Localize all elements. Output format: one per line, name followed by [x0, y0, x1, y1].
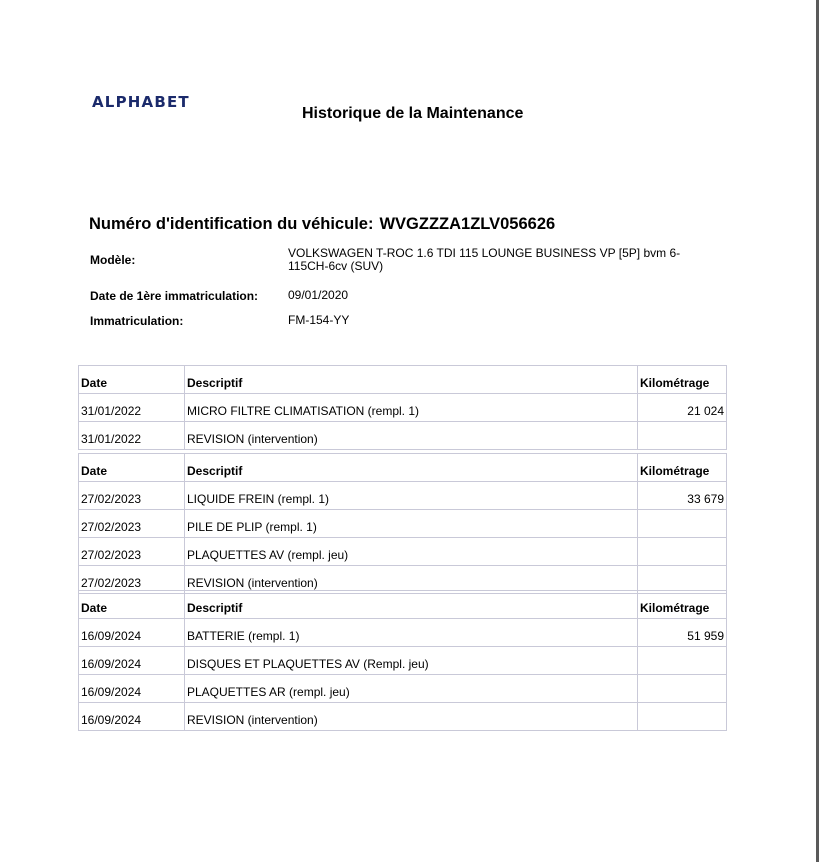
row-desc: PLAQUETTES AR (rempl. jeu) — [185, 675, 638, 703]
table-row — [79, 510, 727, 538]
row-desc: REVISION (intervention) — [185, 422, 638, 450]
descriptif-header: Descriptif — [185, 591, 638, 619]
maintenance-table-2022 — [78, 365, 727, 450]
row-desc: REVISION (intervention) — [185, 566, 638, 594]
table-row — [79, 394, 727, 422]
row-desc: MICRO FILTRE CLIMATISATION (rempl. 1) — [185, 394, 638, 422]
kilometrage-header: Kilométrage — [638, 591, 727, 619]
row-desc: PILE DE PLIP (rempl. 1) — [185, 510, 638, 538]
table-row — [79, 538, 727, 566]
row-desc: BATTERIE (rempl. 1) — [185, 619, 638, 647]
row-desc: LIQUIDE FREIN (rempl. 1) — [185, 482, 638, 510]
row-date: 31/01/2022 — [79, 422, 185, 450]
row-date: 16/09/2024 — [79, 675, 185, 703]
row-km: 33 679 — [638, 482, 727, 510]
page-title: Historique de la Maintenance — [302, 105, 524, 122]
first-registration-label: Date de 1ère immatriculation: — [90, 289, 259, 303]
row-km — [638, 422, 727, 450]
table-row — [79, 703, 727, 731]
row-date: 27/02/2023 — [79, 566, 185, 594]
row-km — [638, 703, 727, 731]
model-value: VOLKSWAGEN T-ROC 1.6 TDI 115 LOUNGE BUSINESS VP [5P] bvm 6-115CH-6cv (SUV) — [288, 246, 681, 273]
row-km — [638, 538, 727, 566]
kilometrage-header: Kilométrage — [638, 366, 727, 394]
maintenance-table-2023 — [78, 453, 727, 594]
alphabet-logo: ALPHABET — [92, 93, 190, 111]
date-header: Date — [79, 591, 185, 619]
table-header-row — [79, 454, 727, 482]
table-row — [79, 482, 727, 510]
table-header-row — [79, 591, 727, 619]
row-date: 31/01/2022 — [79, 394, 185, 422]
kilometrage-header: Kilométrage — [638, 454, 727, 482]
table-row — [79, 647, 727, 675]
descriptif-header: Descriptif — [185, 454, 638, 482]
row-km: 51 959 — [638, 619, 727, 647]
plate-label: Immatriculation: — [90, 314, 184, 328]
date-header: Date — [79, 454, 185, 482]
row-desc: REVISION (intervention) — [185, 703, 638, 731]
row-date: 27/02/2023 — [79, 510, 185, 538]
table-row — [79, 675, 727, 703]
row-date: 16/09/2024 — [79, 647, 185, 675]
row-desc: PLAQUETTES AV (rempl. jeu) — [185, 538, 638, 566]
row-date: 27/02/2023 — [79, 538, 185, 566]
row-km — [638, 647, 727, 675]
row-km: 21 024 — [638, 394, 727, 422]
table-header-row — [79, 366, 727, 394]
plate-value: FM-154-YY — [288, 313, 350, 327]
row-date: 16/09/2024 — [79, 619, 185, 647]
row-km — [638, 675, 727, 703]
row-date: 27/02/2023 — [79, 482, 185, 510]
maintenance-table-2024 — [78, 590, 727, 731]
first-registration-value: 09/01/2020 — [288, 288, 349, 302]
row-km — [638, 510, 727, 538]
table-row — [79, 619, 727, 647]
row-date: 16/09/2024 — [79, 703, 185, 731]
vin-label: Numéro d'identification du véhicule: — [89, 215, 374, 233]
vin-value: WVGZZZA1ZLV056626 — [379, 215, 556, 233]
model-label: Modèle: — [90, 253, 136, 267]
vin-line — [89, 215, 555, 234]
row-desc: DISQUES ET PLAQUETTES AV (Rempl. jeu) — [185, 647, 638, 675]
table-row — [79, 422, 727, 450]
descriptif-header: Descriptif — [185, 366, 638, 394]
date-header: Date — [79, 366, 185, 394]
